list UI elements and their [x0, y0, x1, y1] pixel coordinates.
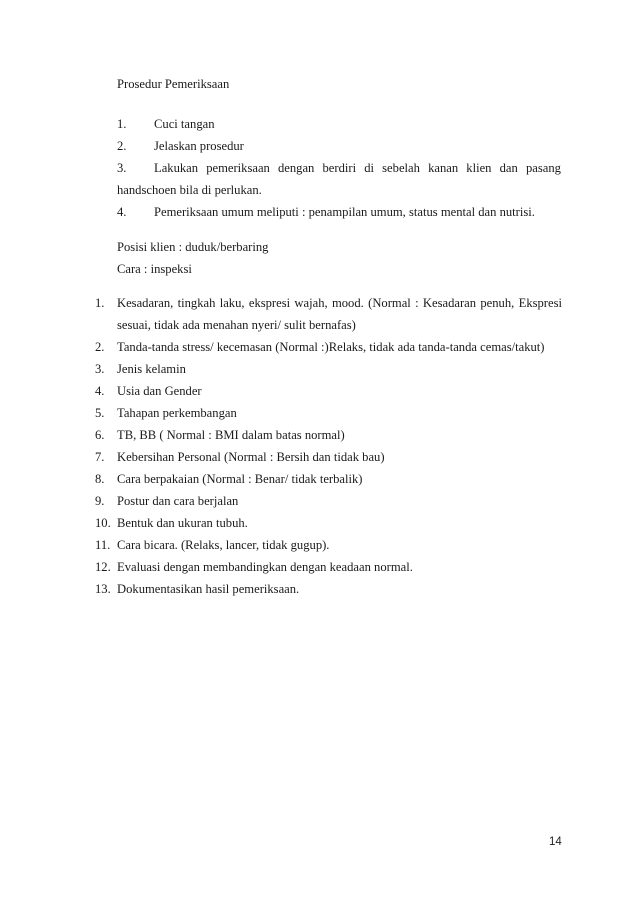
list-item-text: Bentuk dan ukuran tubuh.: [117, 516, 248, 530]
patient-position: Posisi klien : duduk/berbaring: [117, 240, 269, 254]
list-item-number: 6.: [95, 428, 105, 442]
list-item-text: Jenis kelamin: [117, 362, 186, 376]
examination-items: [95, 292, 562, 600]
list-item-text: TB, BB ( Normal : BMI dalam batas normal): [117, 428, 345, 442]
step-number: 4.: [117, 205, 127, 219]
step-text: Cuci tangan: [154, 117, 215, 131]
list-item: [95, 490, 562, 512]
list-item-text: Evaluasi dengan membandingkan dengan keadaan normal.: [117, 560, 413, 574]
list-item-number: 2.: [95, 340, 105, 354]
list-item-text: Usia dan Gender: [117, 384, 202, 398]
list-item: [95, 578, 562, 600]
list-item: [95, 358, 562, 380]
list-item-number: 9.: [95, 494, 105, 508]
list-item: [95, 402, 562, 424]
list-item-number: 5.: [95, 406, 105, 420]
list-item-number: 10.: [95, 516, 111, 530]
list-item-number: 12.: [95, 560, 111, 574]
list-item: [95, 380, 562, 402]
list-item-number: 3.: [95, 362, 105, 376]
list-item-text: Kesadaran, tingkah laku, ekspresi wajah, mood. (Normal : Kesadaran penuh, Ekspresi sesuai, tidak ada menahan nyeri/ sulit bernafas): [117, 296, 562, 332]
section-heading: Prosedur Pemeriksaan: [117, 77, 230, 91]
step-text-continuation: handschoen bila di perlukan.: [117, 183, 262, 197]
step-text: Pemeriksaan umum meliputi : penampilan umum, status mental dan nutrisi.: [154, 205, 535, 219]
list-item-number: 8.: [95, 472, 105, 486]
list-item-number: 11.: [95, 538, 111, 552]
list-item: [95, 292, 562, 336]
page-number: 14: [549, 836, 562, 848]
step-text: Lakukan pemeriksaan dengan berdiri di sebelah kanan klien dan pasang: [154, 161, 561, 175]
examination-info: [117, 236, 268, 280]
list-item-text: Tanda-tanda stress/ kecemasan (Normal :)Relaks, tidak ada tanda-tanda cemas/takut): [117, 340, 545, 354]
list-item-text: Dokumentasikan hasil pemeriksaan.: [117, 582, 300, 596]
step-text: Jelaskan prosedur: [154, 139, 244, 153]
list-item-number: 13.: [95, 582, 111, 596]
list-item-text: Kebersihan Personal (Normal : Bersih dan tidak bau): [117, 450, 385, 464]
list-item-text: Cara berpakaian (Normal : Benar/ tidak terbalik): [117, 472, 363, 486]
list-item-number: 4.: [95, 384, 105, 398]
step-number: 1.: [117, 117, 127, 131]
procedure-step: [117, 113, 561, 135]
step-number: 3.: [117, 161, 127, 175]
list-item: [95, 446, 562, 468]
procedure-steps: [117, 113, 561, 223]
list-item-text: Postur dan cara berjalan: [117, 494, 239, 508]
list-item-text: Cara bicara. (Relaks, lancer, tidak gugup).: [117, 538, 330, 552]
list-item: [95, 556, 562, 578]
step-number: 2.: [117, 139, 127, 153]
list-item: [95, 424, 562, 446]
procedure-step: [117, 135, 561, 157]
procedure-step: [117, 157, 561, 201]
list-item-text: Tahapan perkembangan: [117, 406, 237, 420]
list-item: [95, 468, 562, 490]
procedure-step: [117, 201, 561, 223]
list-item: [95, 534, 562, 556]
list-item: [95, 512, 562, 534]
list-item-number: 7.: [95, 450, 105, 464]
list-item: [95, 336, 562, 358]
list-item-number: 1.: [95, 296, 105, 310]
examination-method: Cara : inspeksi: [117, 262, 192, 276]
